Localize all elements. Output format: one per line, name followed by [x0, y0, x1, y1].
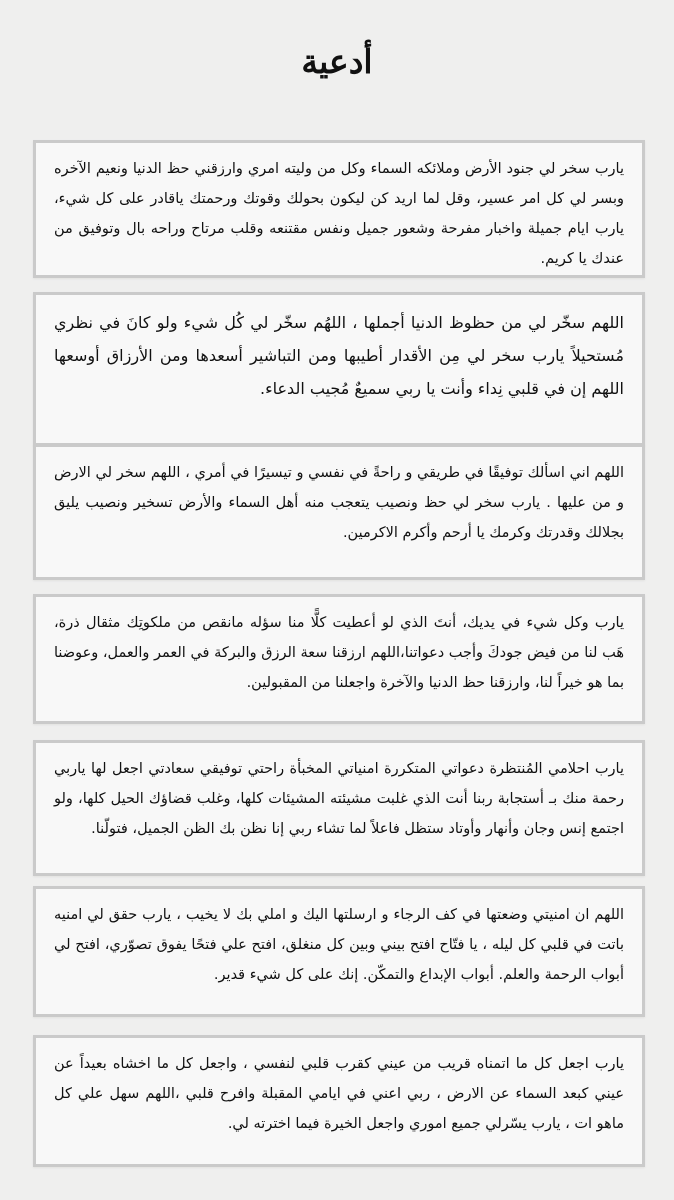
dua-text: اللهم سخّر لي من حظوظ الدنيا أجملها ، اللهُم سخّر لي كُل شيء ولو كانَ في نظري مُستحيلاً يارب سخر لي مِن الأقدار أطيبها ومن التباشير أسعدها ومن الأرزاق أوسعها اللهم إن في قلبي نِداء وأنت يا ربي سميعٌ مُجيب الدعاء.: [54, 313, 624, 398]
dua-card: [33, 594, 645, 724]
dua-card: [33, 292, 645, 446]
dua-card: [33, 140, 645, 278]
dua-card: [33, 886, 645, 1017]
page-title: أدعية: [301, 42, 373, 81]
dua-text: يارب وكل شيء في يديك، أنتَ الذي لو أعطيت كلًّا منا سؤله مانقص من ملكوتِك مثقال ذرة، هَب لنا من فيض جودكَ وأجب دعواتنا،اللهم ارزقنا سعة الرزق والبركة في العمر والعمل، وعوضنا بما هو خيراً لنا، وارزقنا حظ الدنيا والآخرة واجعلنا من المقبولين.: [54, 615, 624, 691]
dua-text: اللهم اني اسألك توفيقًا في طريقي و راحةً في نفسي و تيسيرًا في أمري ، اللهم سخر لي الارض و من عليها . يارب سخر لي حظ ونصيب يتعجب منه أهل السماء والأرض تسخير ونصيب يليق بجلالك وقدرتك وكرمك يا أرحم وأكرم الاكرمين.: [54, 465, 624, 541]
dua-text: اللهم ان امنيتي وضعتها في كف الرجاء و ارسلتها اليك و املي بك لا يخيب ، يارب حقق لي امنيه باتت في قلبي كل ليله ، يا فتّاح افتح بيني وبين كل منغلق، افتح علي فتحًا يفوق تصوّري، افتح لي أبواب الرحمة والعلم. أبواب الإبداع والتمكّن. إنك على كل شيء قدير.: [54, 907, 624, 983]
dua-text: يارب سخر لي جنود الأرض وملائكه السماء وكل من وليته امري وارزقني حظ الدنيا ونعيم الآخره وبسر لي كل امر عسير، وقل لما اريد كن ليكون بحولك وقوتك ورحمتك ياقادر على كل شيء، يارب ايام جميلة واخبار مفرحة وشعور جميل ونفس مقتنعه وقلب مرتاح وراحه بال وتوفيق من عندك يا كريم.: [54, 161, 624, 267]
dua-text: يارب احلامي المُنتظرة دعواتي المتكررة امنياتي المخبأة راحتي توفيقي سعادتي اجعل لها ياربي رحمة منك بـ أستجابة ربنا أنت الذي غلبت مشيئته المشيئات كلها، وغلب قضاؤك الحيل كلها، ولو اجتمع إنس وجان وأنهار وأوتاد ستظل فاعلاً لما تشاء ربي إنا نظن بك الظن الجميل، فتولّنا.: [54, 761, 624, 837]
dua-text: يارب اجعل كل ما اتمناه قريب من عيني كقرب قلبي لنفسي ، واجعل كل ما اخشاه بعيداً عن عيني كبعد السماء عن الارض ، ربي اعني في ايامي المقبلة وافرح قلبي ،اللهم سهل علي كل ماهو ات ، يارب يسّرلي جميع اموري واجعل الخيرة فيما اخترته لي.: [54, 1056, 624, 1132]
dua-card: [33, 740, 645, 876]
dua-card: [33, 1035, 645, 1167]
dua-card: [33, 444, 645, 580]
